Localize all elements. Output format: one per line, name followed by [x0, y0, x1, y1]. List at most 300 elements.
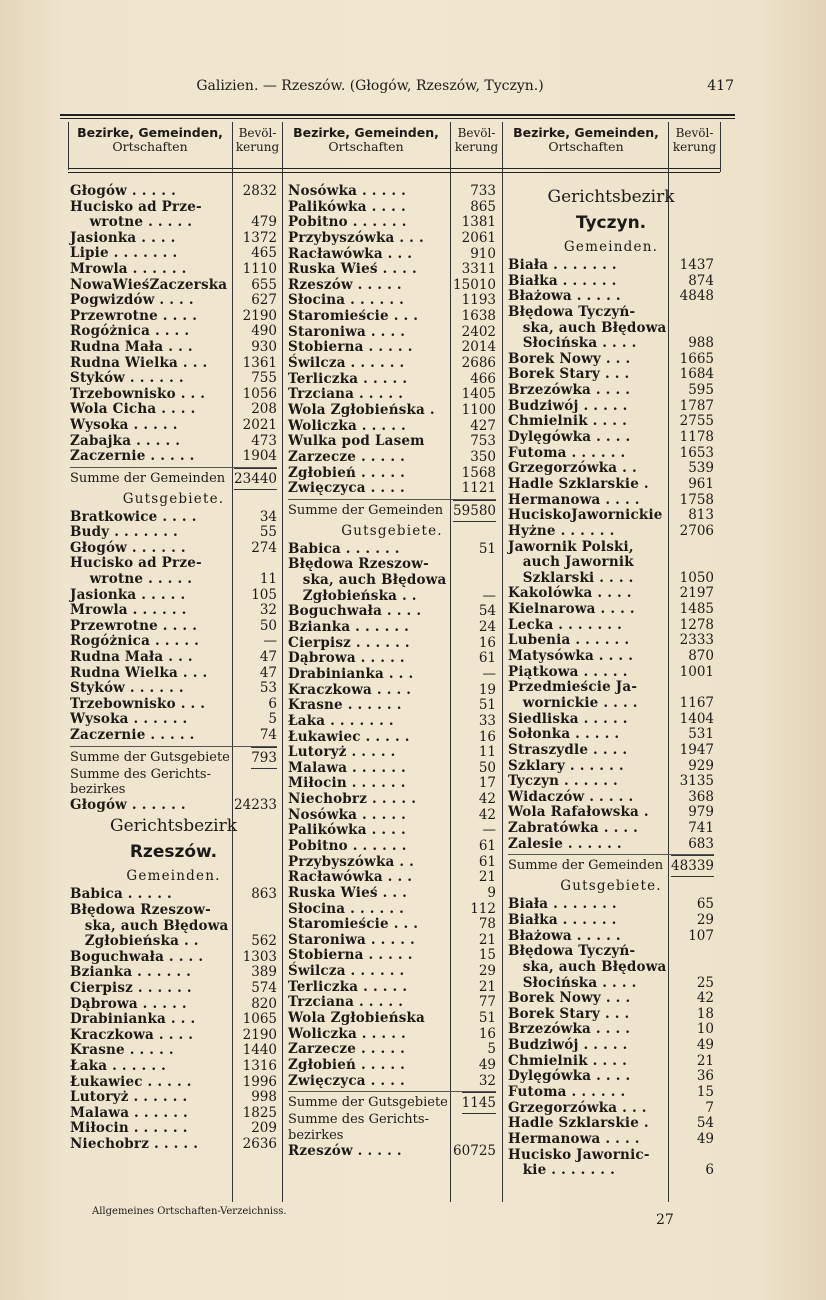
locality-row: [70, 1106, 277, 1122]
locality-row: [508, 274, 714, 290]
population-value: 988: [688, 335, 714, 352]
locality-row: [70, 1121, 277, 1137]
population-value: 910: [470, 245, 496, 262]
locality-row: [288, 356, 496, 372]
locality-row: [70, 588, 277, 604]
locality-row: [70, 728, 277, 744]
locality-name: Lipie . . . . . . .: [70, 245, 178, 262]
population-value: 61: [478, 837, 496, 854]
sum-row: [288, 1091, 496, 1112]
locality-name: Przybyszówka . .: [288, 853, 415, 870]
locality-name: Błędowa Tyczyń-: [508, 943, 636, 960]
locality-name: Słocińska . . . .: [508, 974, 637, 991]
locality-name: Kakolówka . . . .: [508, 585, 632, 602]
locality-name: Zgłobieńska . .: [70, 933, 199, 950]
sum-label: [288, 1128, 496, 1144]
locality-name: Rudna Mała . . .: [70, 338, 193, 355]
locality-name: Rudna Mała . . .: [70, 649, 193, 666]
locality-name: Mrowla . . . . . .: [70, 602, 187, 619]
section-heading: Gutsgebiete.: [341, 522, 443, 539]
col3-header-line1: Bezirke, Gemeinden,: [513, 125, 659, 140]
locality-name: Chmielnik . . . .: [508, 1052, 627, 1069]
locality-name: ska, auch Błędowa: [508, 319, 667, 336]
locality-row: [288, 808, 496, 824]
locality-name: Łukawiec . . . . .: [288, 728, 410, 745]
locality-row: [70, 340, 277, 356]
locality-row: [70, 603, 277, 619]
locality-row: [508, 1007, 714, 1023]
locality-row: [70, 934, 277, 950]
locality-name: Łaka . . . . . . .: [288, 712, 394, 729]
court-district-label: Gerichtsbezirk: [110, 816, 237, 837]
locality-name: Zabratówka . . . .: [508, 820, 639, 837]
locality-name: Malawa . . . . . .: [70, 1104, 188, 1121]
locality-name: NowaWieśZaczerska: [70, 276, 228, 293]
locality-row: [508, 821, 714, 837]
locality-name: Głogów . . . . . .: [70, 796, 186, 813]
locality-row: [508, 790, 714, 806]
locality-name: Świlcza . . . . . .: [288, 963, 405, 980]
locality-row: [70, 1137, 277, 1153]
locality-row: [508, 289, 714, 305]
population-value: 389: [251, 964, 277, 981]
locality-name: Wola Zgłobieńska: [288, 1010, 426, 1027]
locality-row: [288, 1074, 496, 1090]
locality-row: [288, 450, 496, 466]
locality-name: Budziwój . . . . .: [508, 1037, 628, 1054]
locality-row: [288, 466, 496, 482]
sum-label: [70, 767, 277, 783]
locality-row: [70, 997, 277, 1013]
population-value: 1178: [679, 429, 714, 446]
locality-row: [508, 1038, 714, 1054]
locality-row: [288, 372, 496, 388]
locality-name: Zalesie . . . . . .: [508, 835, 622, 852]
locality-row: [508, 1101, 714, 1117]
col-divider: [68, 122, 69, 170]
locality-row: [288, 200, 496, 216]
population-value: 19: [478, 681, 496, 698]
locality-row: [70, 666, 277, 682]
population-value: 51: [478, 1010, 496, 1027]
locality-row: [288, 573, 496, 589]
locality-row: [70, 650, 277, 666]
header-rule: [68, 168, 720, 169]
locality-row: [70, 231, 277, 247]
population-value: 61: [478, 853, 496, 870]
locality-name: HuciskoJawornickie: [508, 507, 663, 524]
locality-name: Boguchwała . . . .: [288, 603, 422, 620]
population-value: 874: [688, 272, 714, 289]
locality-name: Przedmieście Ja-: [508, 679, 638, 696]
locality-name: Dąbrowa . . . . .: [288, 650, 405, 667]
population-value: 1437: [679, 257, 714, 273]
locality-name: Terliczka . . . . .: [288, 370, 408, 387]
population-value: 627: [251, 292, 277, 309]
col2-header-line1: Bezirke, Gemeinden,: [293, 125, 439, 140]
locality-name: Staroniwa . . . . .: [288, 931, 415, 948]
population-value: 55: [259, 524, 277, 541]
locality-row: [288, 667, 496, 683]
population-value: 16: [478, 1025, 496, 1042]
population-value: 53: [259, 680, 277, 697]
locality-name: Słocińska . . . .: [508, 335, 637, 352]
locality-row: [288, 776, 496, 792]
locality-row: [508, 759, 714, 775]
locality-row: [508, 336, 714, 352]
locality-row: [288, 698, 496, 714]
population-value: 427: [470, 417, 496, 434]
locality-row: [70, 184, 277, 200]
population-value: 47: [259, 664, 277, 681]
locality-row: [288, 403, 496, 419]
population-value: 1653: [679, 444, 714, 461]
population-value: 9: [487, 884, 496, 901]
sum-label: Summe der Gemeinden: [288, 502, 444, 518]
locality-row: [508, 493, 714, 509]
population-value: 1996: [242, 1073, 277, 1090]
locality-row: [288, 917, 496, 933]
population-value: 479: [251, 214, 277, 231]
locality-row: [288, 278, 496, 294]
locality-name: Kraczkowa . . . .: [288, 681, 412, 698]
population-value: 32: [478, 1072, 496, 1089]
population-value: —: [482, 665, 496, 682]
population-value: 998: [251, 1089, 277, 1106]
locality-row: [508, 680, 714, 696]
pop-header-line2: kerung: [672, 140, 717, 154]
locality-name: Sołonka . . . . .: [508, 726, 620, 743]
population-value: 17: [478, 775, 496, 792]
population-value: 11: [259, 571, 277, 588]
population-value: 979: [688, 804, 714, 821]
population-value: 2190: [242, 307, 277, 324]
locality-name: wornickie . . . .: [508, 694, 638, 711]
population-value: 655: [251, 276, 277, 293]
population-value: —: [482, 587, 496, 604]
population-value: 21: [478, 978, 496, 995]
population-value: 107: [688, 927, 714, 944]
locality-name: Słocina . . . . . .: [288, 292, 405, 309]
locality-name: Zarzecze . . . . .: [288, 448, 406, 465]
population-value: 5: [487, 1041, 496, 1058]
locality-name: Błędowa Rzeszow-: [70, 901, 211, 918]
court-district-label: Gerichtsbezirk: [547, 187, 675, 207]
pop-header-line1: Bevöl-: [238, 126, 277, 140]
col1-header: [70, 126, 230, 154]
locality-name: Pobitno . . . . . .: [288, 837, 407, 854]
population-value: 274: [251, 539, 277, 556]
locality-name: Zwięczyca . . . .: [288, 1072, 405, 1089]
locality-row: [288, 215, 496, 231]
population-value: 18: [696, 1005, 714, 1022]
locality-name: Futoma . . . . . .: [508, 1084, 626, 1101]
population-value: 29: [696, 911, 714, 928]
locality-row: [288, 620, 496, 636]
locality-row: [70, 697, 277, 713]
locality-name: Styków . . . . . .: [70, 680, 184, 697]
locality-name: Błażowa . . . . .: [508, 927, 621, 944]
population-value: 1787: [679, 397, 714, 414]
locality-row: [508, 1116, 714, 1132]
locality-row: [288, 604, 496, 620]
locality-row: [288, 870, 496, 886]
population-value: 1485: [679, 601, 714, 618]
locality-name: Borek Stary . . .: [508, 1005, 630, 1022]
population-value: 1568: [461, 464, 496, 481]
population-value: 24233: [234, 796, 277, 813]
locality-name: wrotne . . . . .: [70, 214, 193, 231]
population-value: 34: [259, 508, 277, 525]
population-value: 2333: [679, 632, 714, 649]
locality-row: [508, 649, 714, 665]
population-value: 1303: [242, 948, 277, 965]
header-title: Galizien. — Rzeszów. (Głogów, Rzeszów, Tyczyn.): [196, 78, 544, 94]
locality-row: [288, 745, 496, 761]
locality-name: Matysówka . . . .: [508, 648, 634, 665]
population-value: 208: [251, 401, 277, 418]
locality-row: [508, 430, 714, 446]
locality-row: [288, 1144, 496, 1160]
locality-name: ska, auch Błędowa: [508, 958, 667, 975]
population-value: 929: [688, 757, 714, 774]
population-value: 755: [251, 370, 277, 387]
locality-name: Zaczernie . . . . .: [70, 448, 195, 465]
locality-row: [508, 540, 714, 556]
population-value: 15: [478, 947, 496, 964]
population-value: 870: [688, 648, 714, 665]
locality-name: Cierpisz . . . . . .: [288, 634, 410, 651]
locality-name: Tyczyn . . . . . .: [508, 773, 618, 790]
col2-header: [284, 126, 448, 154]
locality-name: Hermanowa . . . .: [508, 1130, 640, 1147]
locality-name: Lecka . . . . . . .: [508, 616, 623, 633]
sum-text: bezirkes: [288, 1127, 344, 1143]
population-value: 1316: [242, 1057, 277, 1074]
locality-row: [288, 683, 496, 699]
locality-name: Zgłobień . . . . .: [288, 1056, 406, 1073]
locality-row: [70, 556, 277, 572]
locality-row: [508, 477, 714, 493]
locality-row: [70, 798, 277, 814]
section-heading: Gemeinden.: [126, 868, 221, 885]
locality-row: [70, 434, 277, 450]
locality-name: Hadle Szklarskie .: [508, 475, 649, 492]
population-value: 16: [478, 634, 496, 651]
population-value: 1405: [461, 386, 496, 403]
locality-name: Hyżne . . . . . .: [508, 522, 615, 539]
population-value: 863: [251, 886, 277, 903]
population-value: 2832: [242, 183, 277, 199]
locality-row: [288, 231, 496, 247]
locality-name: Staromieście . . .: [288, 916, 419, 933]
locality-row: [288, 542, 496, 558]
locality-row: [288, 1042, 496, 1058]
locality-name: Rzeszów . . . . .: [288, 276, 402, 293]
locality-name: Wulka pod Lasem: [288, 433, 425, 450]
population-value: 10: [696, 1021, 714, 1038]
col-divider: [720, 122, 721, 172]
locality-row: [508, 367, 714, 383]
locality-name: Stobierna . . . . .: [288, 339, 413, 356]
locality-name: Piątkowa . . . . .: [508, 663, 628, 680]
locality-row: [288, 340, 496, 356]
locality-row: [288, 980, 496, 996]
locality-name: Staroniwa . . . .: [288, 323, 406, 340]
locality-name: Budziwój . . . . .: [508, 397, 628, 414]
locality-row: [70, 1059, 277, 1075]
population-value: 36: [696, 1068, 714, 1085]
locality-row: [70, 1043, 277, 1059]
locality-name: Pogwizdów . . . .: [70, 292, 194, 309]
locality-name: Krasne . . . . .: [70, 1042, 174, 1059]
locality-name: Brzezówka . . . .: [508, 1021, 631, 1038]
population-value: 595: [688, 382, 714, 399]
population-value: 42: [478, 806, 496, 823]
locality-row: [288, 886, 496, 902]
locality-row: [508, 305, 714, 321]
locality-row: [508, 414, 714, 430]
locality-row: [70, 634, 277, 650]
locality-row: [508, 555, 714, 571]
locality-row: [70, 1028, 277, 1044]
locality-row: [508, 665, 714, 681]
top-rule-thin: [60, 118, 735, 119]
population-value: 531: [688, 726, 714, 743]
locality-row: [508, 618, 714, 634]
locality-name: Malawa . . . . . .: [288, 759, 406, 776]
locality-row: [288, 325, 496, 341]
col3-pop-header: [669, 126, 720, 154]
locality-name: Białka . . . . . .: [508, 272, 617, 289]
locality-row: [288, 557, 496, 573]
sum-label: [288, 1112, 496, 1128]
locality-name: Racławówka . . .: [288, 869, 413, 886]
population-value: 2706: [679, 522, 714, 539]
population-value: 961: [688, 475, 714, 492]
locality-row: [288, 589, 496, 605]
sum-value: 1145: [462, 1092, 496, 1114]
locality-row: [508, 837, 714, 853]
locality-row: [288, 995, 496, 1011]
locality-name: Rzeszów . . . . .: [288, 1142, 402, 1159]
population-value: 350: [470, 448, 496, 465]
section-heading: Gemeinden.: [563, 239, 659, 255]
population-value: 21: [478, 931, 496, 948]
locality-row: [288, 730, 496, 746]
population-value: 2755: [679, 413, 714, 430]
population-value: 465: [251, 245, 277, 262]
locality-name: Rudna Wielka . . .: [70, 354, 208, 371]
population-value: 539: [688, 460, 714, 477]
population-value: 15010: [453, 276, 496, 293]
locality-row: [508, 1132, 714, 1148]
locality-row: [508, 352, 714, 368]
locality-name: Zarzecze . . . . .: [288, 1041, 406, 1058]
court-district-name: Rzeszów.: [129, 842, 218, 863]
locality-name: Babica . . . . . .: [288, 540, 400, 557]
locality-row: [288, 855, 496, 871]
locality-name: Świlcza . . . . . .: [288, 355, 405, 372]
locality-name: Bzianka . . . . . .: [288, 619, 410, 636]
locality-name: Dąbrowa . . . . .: [70, 995, 187, 1012]
population-value: 7: [705, 1099, 714, 1116]
col1-pop-header: [233, 126, 282, 154]
population-value: 21: [696, 1052, 714, 1069]
locality-row: [508, 696, 714, 712]
population-value: 1167: [679, 694, 714, 711]
locality-row: [70, 402, 277, 418]
column-3: [508, 184, 714, 1179]
pop-header-line2: kerung: [235, 140, 280, 154]
locality-name: Wysoka . . . . .: [70, 416, 178, 433]
locality-row: [288, 293, 496, 309]
locality-row: [70, 246, 277, 262]
locality-name: Wola Rafałowska .: [508, 804, 649, 821]
locality-row: [508, 383, 714, 399]
locality-name: kie . . . . . . .: [508, 1162, 615, 1179]
population-value: 74: [259, 727, 277, 743]
locality-name: Futoma . . . . . .: [508, 444, 626, 461]
population-value: 1001: [679, 663, 714, 680]
population-value: 473: [251, 432, 277, 449]
sum-label: Summe der Gutsgebiete: [70, 749, 230, 765]
locality-name: Borek Nowy . . .: [508, 350, 631, 367]
col1-header-line1: Bezirke, Gemeinden,: [77, 125, 223, 140]
locality-row: [508, 461, 714, 477]
locality-row: [70, 541, 277, 557]
population-value: 5: [268, 711, 277, 728]
locality-name: Zwięczyca . . . .: [288, 480, 405, 497]
locality-name: Woliczka . . . . .: [288, 1025, 406, 1042]
col2-pop-header: [451, 126, 502, 154]
locality-name: Niechobrz . . . . .: [288, 791, 417, 808]
locality-name: Kraczkowa . . . .: [70, 1026, 194, 1043]
locality-row: [288, 714, 496, 730]
locality-row: [288, 434, 496, 450]
locality-row: [70, 387, 277, 403]
locality-row: [70, 903, 277, 919]
population-value: 1193: [461, 292, 496, 309]
locality-name: Zgłobieńska . .: [288, 587, 417, 604]
locality-row: [288, 419, 496, 435]
locality-name: Terliczka . . . . .: [288, 978, 408, 995]
locality-name: Łukawiec . . . . .: [70, 1073, 192, 1090]
population-value: 25: [696, 974, 714, 991]
locality-name: Nosówka . . . . .: [288, 183, 407, 199]
col2-header-line2: Ortschaften: [328, 139, 404, 154]
locality-row: [508, 1148, 714, 1164]
sum-text: bezirkes: [70, 782, 126, 798]
population-value: 1825: [242, 1104, 277, 1121]
population-value: 741: [688, 820, 714, 837]
population-value: 65: [696, 896, 714, 913]
locality-row: [288, 1058, 496, 1074]
population-value: 1440: [242, 1042, 277, 1059]
locality-row: [288, 262, 496, 278]
population-value: 61: [478, 650, 496, 667]
locality-name: Boguchwała . . . .: [70, 948, 204, 965]
locality-row: [70, 262, 277, 278]
locality-name: Wysoka . . . . . .: [70, 711, 188, 728]
locality-name: Drabinianka . . .: [70, 1011, 196, 1028]
locality-row: [288, 964, 496, 980]
sum-label: Summe der Gemeinden: [70, 470, 226, 486]
locality-name: Dylęgówka . . . .: [508, 429, 631, 446]
locality-row: [70, 324, 277, 340]
locality-name: Trzciana . . . . .: [288, 994, 404, 1011]
locality-row: [508, 508, 714, 524]
